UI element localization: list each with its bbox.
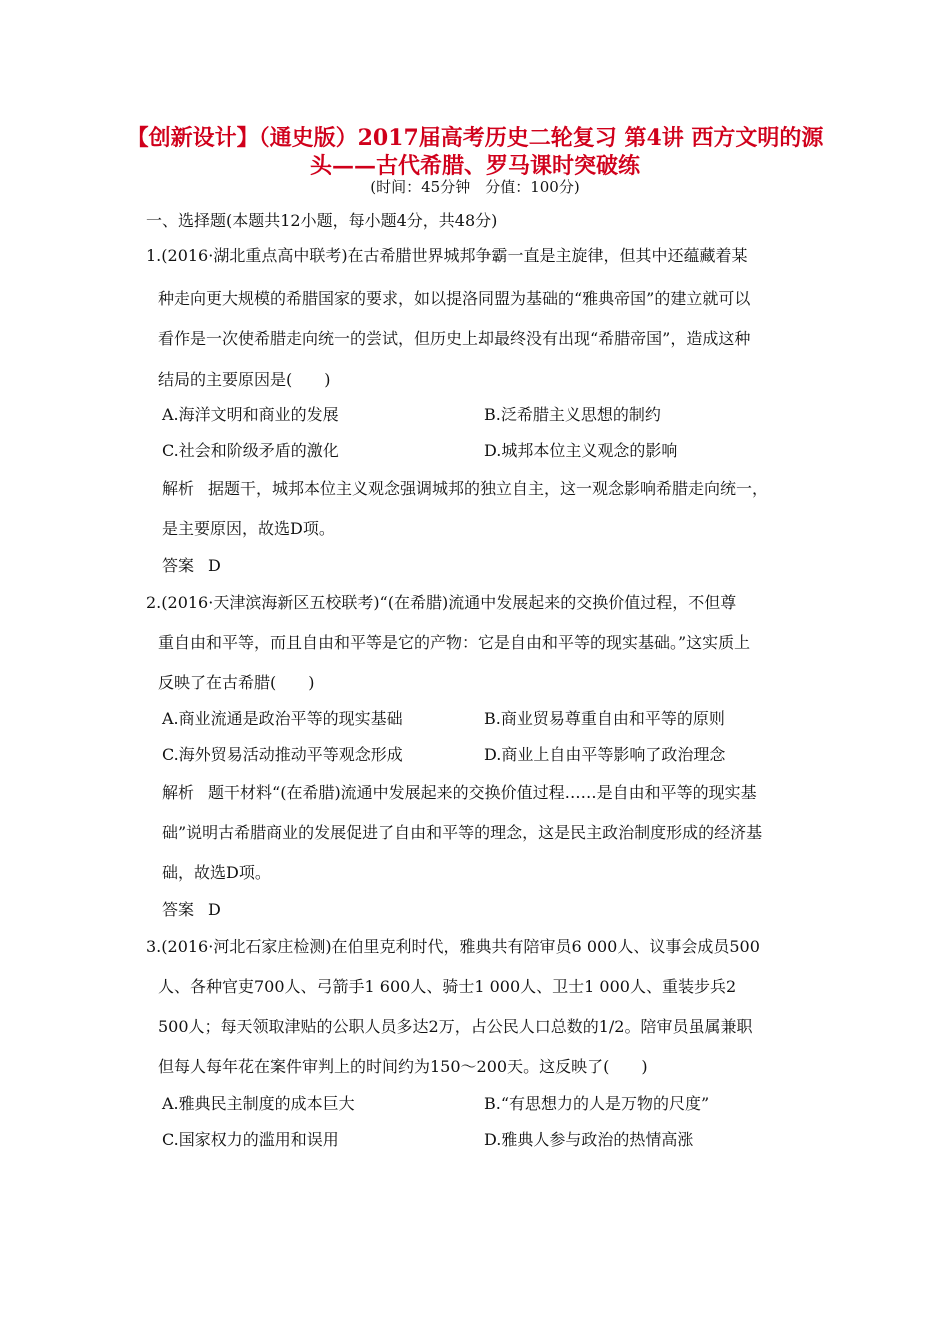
question-1-option-b: B.泛希腊主义思想的制约: [484, 405, 661, 424]
question-3-option-a: A.雅典民主制度的成本巨大: [162, 1094, 355, 1113]
section-heading: 一、选择题(本题共12小题，每小题4分，共48分): [146, 211, 498, 230]
answer-value: D: [208, 900, 221, 919]
question-2-option-c: C.海外贸易活动推动平等观念形成: [162, 745, 403, 764]
document-title: 【创新设计】（通史版）2017届高考历史二轮复习 第4讲 西方文明的源头——古代希腊、罗马课时突破练: [126, 125, 824, 179]
question-1-line-1: 1.(2016·湖北重点高中联考)在古希腊世界城邦争霸一直是主旋律，但其中还蕴藏着某: [146, 246, 748, 265]
question-3-line-3: 500人；每天领取津贴的公职人员多达2万，占公民人口总数的1/2。陪审员虽属兼职: [158, 1017, 753, 1036]
question-2-explanation: [162, 782, 757, 804]
question-3-option-b: B.“有思想力的人是万物的尺度”: [484, 1094, 710, 1113]
question-2-line-1: 2.(2016·天津滨海新区五校联考)“(在希腊)流通中发展起来的交换价值过程，不但尊: [146, 593, 737, 612]
question-1-line-3: 看作是一次使希腊走向统一的尝试，但历史上却最终没有出现“希腊帝国”，造成这种: [158, 329, 751, 348]
explanation-text: 题干材料“(在希腊)流通中发展起来的交换价值过程……是自由和平等的现实基: [208, 783, 757, 802]
question-3-option-d: D.雅典人参与政治的热情高涨: [484, 1130, 694, 1149]
explanation-label: 解析: [162, 479, 195, 498]
question-3-line-4: 但每人每年花在案件审判上的时间约为150～200天。这反映了( ): [158, 1057, 648, 1076]
question-1-answer: [162, 555, 221, 577]
answer-label: 答案: [162, 556, 195, 575]
question-2-line-3: 反映了在古希腊( ): [158, 673, 315, 692]
question-2-explanation-cont-1: 础”说明古希腊商业的发展促进了自由和平等的理念，这是民主政治制度形成的经济基: [162, 823, 763, 842]
question-1-option-d: D.城邦本位主义观念的影响: [484, 441, 678, 460]
document-subtitle: (时间：45分钟 分值：100分): [370, 178, 580, 196]
question-2-line-2: 重自由和平等，而且自由和平等是它的产物：它是自由和平等的现实基础。”这实质上: [158, 633, 751, 652]
question-2-option-b: B.商业贸易尊重自由和平等的原则: [484, 709, 725, 728]
question-3-line-2: 人、各种官吏700人、弓箭手1 600人、骑士1 000人、卫士1 000人、重装步兵2: [158, 977, 737, 996]
explanation-label: 解析: [162, 783, 195, 802]
question-1-line-4: 结局的主要原因是( ): [158, 370, 331, 389]
question-2-answer: [162, 899, 221, 921]
answer-value: D: [208, 556, 221, 575]
question-2-option-a: A.商业流通是政治平等的现实基础: [162, 709, 403, 728]
question-3-option-c: C.国家权力的滥用和误用: [162, 1130, 339, 1149]
question-1-explanation: [162, 478, 768, 500]
question-1-option-c: C.社会和阶级矛盾的激化: [162, 441, 339, 460]
question-2-explanation-cont-2: 础，故选D项。: [162, 863, 271, 882]
question-3-line-1: 3.(2016·河北石家庄检测)在伯里克利时代，雅典共有陪审员6 000人、议事会成员500: [146, 937, 760, 956]
question-1-line-2: 种走向更大规模的希腊国家的要求，如以提洛同盟为基础的“雅典帝国”的建立就可以: [158, 289, 751, 308]
question-2-option-d: D.商业上自由平等影响了政治理念: [484, 745, 726, 764]
explanation-text: 据题干，城邦本位主义观念强调城邦的独立自主，这一观念影响希腊走向统一，: [208, 479, 769, 498]
question-1-explanation-cont: 是主要原因，故选D项。: [162, 519, 335, 538]
question-1-option-a: A.海洋文明和商业的发展: [162, 405, 339, 424]
answer-label: 答案: [162, 900, 195, 919]
